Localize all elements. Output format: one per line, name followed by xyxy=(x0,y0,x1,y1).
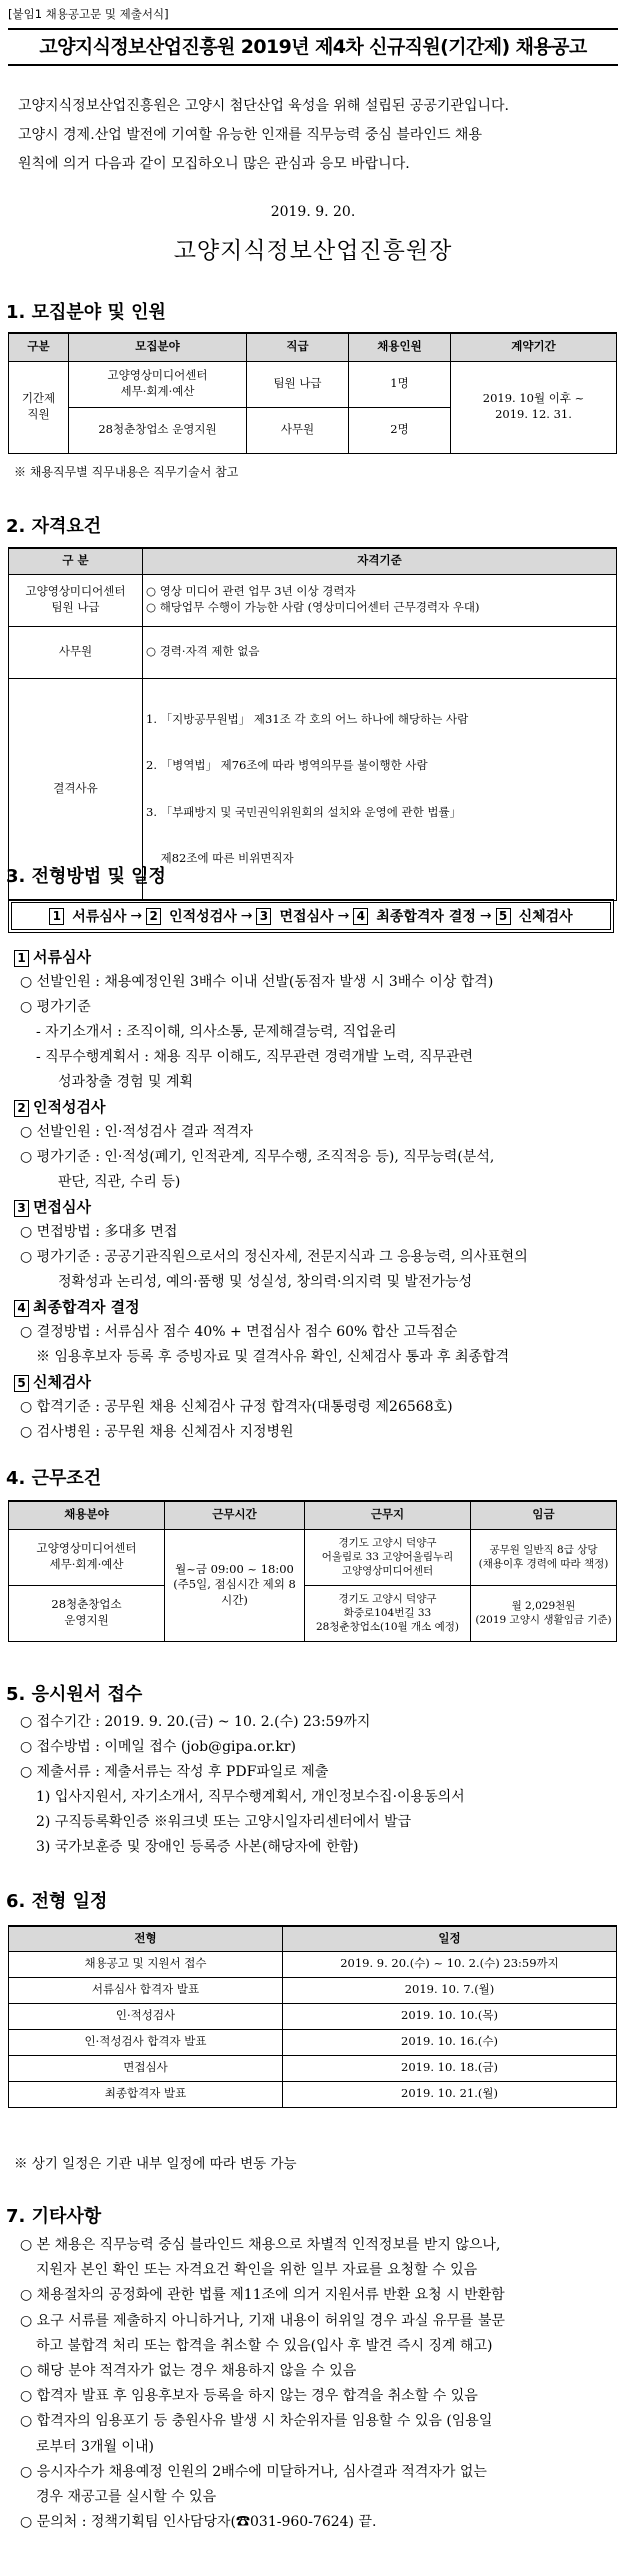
line-text: ○ 해당 분야 적격자가 없는 경우 채용하지 않을 수 있음 xyxy=(20,2363,357,2380)
criteria-line: 3. 「부패방지 및 국민권익위원회의 설치와 운영에 관한 법률」 xyxy=(146,804,462,819)
workplace-cell: 경기도 고양시 덕양구 화중로104번길 33 28청춘창업소(10월 개소 예정) xyxy=(305,1585,471,1641)
text-line xyxy=(14,2435,614,2460)
section-5-title: 5. 응시원서 접수 xyxy=(6,1684,143,1705)
subsection-number: 4 xyxy=(14,1300,29,1317)
table-row xyxy=(9,2055,617,2081)
header-cell: 계약기간 xyxy=(451,333,617,361)
arrow-icon: → xyxy=(479,908,492,924)
table-row xyxy=(9,2029,617,2055)
line-text: ○ 접수기간 : 2019. 9. 20.(금) ~ 10. 2.(수) 23:59까지 xyxy=(20,1714,371,1730)
work-conditions-table xyxy=(8,1500,617,1642)
date-cell: 2019. 9. 20.(수) ~ 10. 2.(수) 23:59까지 xyxy=(283,1951,617,1977)
recruitment-table xyxy=(8,332,617,454)
text-line xyxy=(14,2359,614,2384)
text-line xyxy=(14,1145,614,1170)
line-text: - 자기소개서 : 조직이해, 의사소통, 문제해결능력, 직업윤리 xyxy=(36,1024,397,1040)
count-cell: 2명 xyxy=(349,407,451,453)
line-text: 1) 입사지원서, 자기소개서, 직무수행계획서, 개인정보수집·이용동의서 xyxy=(36,1789,465,1805)
text-line xyxy=(14,2283,614,2308)
other-notes xyxy=(14,2233,614,2535)
criteria-line: ○ 영상 미디어 관련 업무 3년 이상 경력자 xyxy=(146,584,356,599)
text-line xyxy=(14,2485,614,2510)
header-cell: 근무시간 xyxy=(165,1501,305,1529)
line-text: ○ 결정방법 : 서류심사 점수 40% + 면접심사 점수 60% 합산 고득점순 xyxy=(20,1324,458,1340)
line-text: 3) 국가보훈증 및 장애인 등록증 사본(해당자에 한함) xyxy=(36,1839,359,1855)
section-4-title: 4. 근무조건 xyxy=(6,1468,102,1489)
field-cell: 28청춘창업소 운영지원 xyxy=(9,1585,165,1641)
line-text: ○ 면접방법 : 多대多 면접 xyxy=(20,1224,178,1240)
line-text: 면접심사 xyxy=(33,1198,91,1216)
line-text: ○ 합격자 발표 후 임용후보자 등록을 하지 않는 경우 합격을 취소할 수 있음 xyxy=(20,2388,478,2405)
line-text: ○ 선발인원 : 채용예정인원 3배수 이내 선발(동점자 발생 시 3배수 이상 합격) xyxy=(20,974,494,990)
step-label: 서류심사 xyxy=(72,909,127,925)
text-line xyxy=(14,2384,614,2409)
subsection-heading xyxy=(14,1195,614,1220)
step-number: 1 xyxy=(49,908,64,925)
step-label: 신체검사 xyxy=(518,909,573,925)
section-1-note: ※ 채용직무별 직무내용은 직무기술서 참고 xyxy=(14,465,239,479)
date-cell: 2019. 10. 16.(수) xyxy=(283,2029,617,2055)
line-text: ○ 평가기준 xyxy=(20,999,91,1015)
work-hours: 월~금 09:00 ~ 18:00 (주5일, 점심시간 제외 8시간) xyxy=(165,1529,305,1641)
selection-details xyxy=(14,945,614,1445)
line-text: 지원자 본인 확인 또는 자격요건 확인을 위한 일부 자료를 요청할 수 있음 xyxy=(36,2262,478,2279)
qualification-label: 고양영상미디어센터 팀원 나급 xyxy=(9,574,143,626)
header-cell: 임금 xyxy=(471,1501,617,1529)
date-cell: 2019. 10. 18.(금) xyxy=(283,2055,617,2081)
line-text: 인적성검사 xyxy=(33,1098,106,1116)
line-text: 2) 구직등록확인증 ※워크넷 또는 고양시일자리센터에서 발급 xyxy=(36,1814,412,1830)
step-number: 2 xyxy=(146,908,161,925)
subsection-heading xyxy=(14,945,614,970)
line-text: ○ 채용절차의 공정화에 관한 법률 제11조에 의거 지원서류 반환 요청 시 반환함 xyxy=(20,2287,505,2304)
text-line xyxy=(14,1045,614,1070)
section-1-title: 1. 모집분야 및 인원 xyxy=(6,302,166,323)
intro-line: 고양시 경제․산업 발전에 기여할 유능한 인재를 직무능력 중심 블라인드 채용 xyxy=(18,127,482,143)
text-line xyxy=(14,1735,614,1760)
employment-type: 기간제 직원 xyxy=(9,361,69,453)
text-line xyxy=(14,970,614,995)
application-details xyxy=(14,1710,614,1860)
text-line xyxy=(14,2460,614,2485)
text-line xyxy=(14,2258,614,2283)
notice-title: 고양지식정보산업진흥원 2019년 제4차 신규직원(기간제) 채용공고 xyxy=(8,28,618,66)
step-number: 3 xyxy=(256,908,271,925)
criteria-line: 1. 「지방공무원법」 제31조 각 호의 어느 하나에 해당하는 사람 xyxy=(146,711,469,726)
step-number: 5 xyxy=(496,908,511,925)
line-text: ○ 검사병원 : 공무원 채용 신체검사 지정병원 xyxy=(20,1424,294,1440)
text-line xyxy=(14,1170,614,1195)
grade-cell: 사무원 xyxy=(247,407,349,453)
header-cell: 자격기준 xyxy=(143,548,617,574)
section-2-title: 2. 자격요건 xyxy=(6,516,102,537)
schedule-table xyxy=(8,1925,617,2108)
date-cell: 2019. 10. 10.(목) xyxy=(283,2003,617,2029)
line-text: 하고 불합격 처리 또는 합격을 취소할 수 있음(입사 후 발견 즉시 징계 해고) xyxy=(36,2337,493,2354)
attachment-tag: [붙임1 채용공고문 및 제출서식] xyxy=(8,7,169,21)
qualification-label: 결격사유 xyxy=(9,678,143,900)
subsection-number: 2 xyxy=(14,1100,29,1117)
contract-period: 2019. 10월 이후 ~ 2019. 12. 31. xyxy=(451,361,617,453)
criteria-line: ○ 해당업무 수행이 가능한 사람 (영상미디어센터 근무경력자 우대) xyxy=(146,600,480,614)
line-text: 판단, 직관, 수리 등) xyxy=(58,1174,181,1190)
field-cell: 28청춘창업소 운영지원 xyxy=(69,407,247,453)
stage-cell: 채용공고 및 지원서 접수 xyxy=(9,1951,283,1977)
text-line xyxy=(14,1810,614,1835)
stage-cell: 최종합격자 발표 xyxy=(9,2081,283,2107)
header-cell: 구분 xyxy=(9,333,69,361)
text-line xyxy=(14,1395,614,1420)
criteria-line: 제82조에 따른 비위면직자 xyxy=(146,851,294,866)
workplace-cell: 경기도 고양시 덕양구 어울림로 33 고양어울림누리 고양영상미디어센터 xyxy=(305,1529,471,1585)
stage-cell: 인·적성검사 합격자 발표 xyxy=(9,2029,283,2055)
stage-cell: 면접심사 xyxy=(9,2055,283,2081)
qualification-criteria xyxy=(143,574,617,626)
section-6-title: 6. 전형 일정 xyxy=(6,1891,108,1912)
field-cell: 고양영상미디어센터 세무·회계·예산 xyxy=(9,1529,165,1585)
selection-flow xyxy=(8,899,614,933)
header-cell: 직급 xyxy=(247,333,349,361)
header-cell: 전형 xyxy=(9,1926,283,1951)
pay-cell: 월 2,029천원 (2019 고양시 생활임금 기준) xyxy=(471,1585,617,1641)
text-line xyxy=(14,1835,614,1860)
text-line xyxy=(14,2233,614,2258)
header-cell: 모집분야 xyxy=(69,333,247,361)
notice-date: 2019. 9. 20. xyxy=(270,204,356,220)
criteria-line: ○ 경력·자격 제한 없음 xyxy=(146,644,260,659)
text-line xyxy=(14,1020,614,1045)
step-label: 인적성검사 xyxy=(169,909,237,925)
subsection-number: 1 xyxy=(14,950,29,967)
qualification-table xyxy=(8,547,617,901)
header-cell: 일정 xyxy=(283,1926,617,1951)
text-line xyxy=(14,1120,614,1145)
line-text: ○ 제출서류 : 제출서류는 작성 후 PDF파일로 제출 xyxy=(20,1764,329,1780)
pay-cell: 공무원 일반직 8급 상당 (채용이후 경력에 따라 책정) xyxy=(471,1529,617,1585)
criteria-line: 2. 「병역법」 제76조에 따라 병역의무를 불이행한 사람 xyxy=(146,758,428,773)
line-text: ○ 합격자의 임용포기 등 충원사유 발생 시 차순위자를 임용할 수 있음 (임용일 xyxy=(20,2413,493,2430)
text-line xyxy=(14,1270,614,1295)
intro-paragraph xyxy=(18,92,608,179)
header-cell: 채용분야 xyxy=(9,1501,165,1529)
text-line xyxy=(14,1420,614,1445)
section-7-title: 7. 기타사항 xyxy=(6,2206,102,2227)
step-number: 4 xyxy=(353,908,368,925)
line-text: 최종합격자 결정 xyxy=(33,1298,140,1316)
date-cell: 2019. 10. 21.(월) xyxy=(283,2081,617,2107)
table-row xyxy=(9,2081,617,2107)
text-line xyxy=(14,2309,614,2334)
step-label: 최종합격자 결정 xyxy=(376,909,476,925)
line-text: ○ 합격기준 : 공무원 채용 신체검사 규정 합격자(대통령령 제26568호) xyxy=(20,1399,453,1415)
line-text: ※ 임용후보자 등록 후 증빙자료 및 결격사유 확인, 신체검사 통과 후 최종합격 xyxy=(36,1349,510,1365)
arrow-icon: → xyxy=(130,908,143,924)
text-line xyxy=(14,2334,614,2359)
intro-line: 고양지식정보산업진흥원은 고양시 첨단산업 육성을 위해 설립된 공공기관입니다. xyxy=(18,98,509,114)
text-line xyxy=(14,1785,614,1810)
table-row xyxy=(9,2003,617,2029)
line-text: ○ 문의처 : 정책기획팀 인사담당자(☎031-960-7624) 끝. xyxy=(20,2514,377,2531)
line-text: 로부터 3개월 이내) xyxy=(36,2438,154,2455)
line-text: 신체검사 xyxy=(33,1373,91,1391)
subsection-number: 3 xyxy=(14,1200,29,1217)
subsection-heading xyxy=(14,1095,614,1120)
line-text: ○ 응시자수가 채용예정 인원의 2배수에 미달하거나, 심사결과 적격자가 없는 xyxy=(20,2463,487,2480)
subsection-heading xyxy=(14,1295,614,1320)
grade-cell: 팀원 나급 xyxy=(247,361,349,407)
line-text: ○ 평가기준 : 인·적성(폐기, 인적관계, 직무수행, 조직적응 등), 직무능력(분석, xyxy=(20,1149,495,1165)
line-text: ○ 요구 서류를 제출하지 아니하거나, 기재 내용이 허위일 경우 과실 유무를 불문 xyxy=(20,2312,505,2329)
subsection-heading xyxy=(14,1370,614,1395)
qualification-criteria xyxy=(143,626,617,678)
disqualification-criteria xyxy=(143,678,617,900)
line-text: ○ 평가기준 : 공공기관직원으로서의 정신자세, 전문지식과 그 응용능력, 의사표현의 xyxy=(20,1249,528,1265)
line-text: ○ 접수방법 : 이메일 접수 (job@gipa.or.kr) xyxy=(20,1739,296,1755)
text-line xyxy=(14,1245,614,1270)
date-cell: 2019. 10. 7.(월) xyxy=(283,1977,617,2003)
issuer-name: 고양지식정보산업진흥원장 xyxy=(173,238,453,264)
line-text: - 직무수행계획서 : 채용 직무 이해도, 직무관련 경력개발 노력, 직무관련 xyxy=(36,1049,474,1065)
text-line xyxy=(14,1070,614,1095)
section-3-title: 3. 전형방법 및 일정 xyxy=(6,866,166,887)
stage-cell: 인·적성검사 xyxy=(9,2003,283,2029)
header-cell: 구 분 xyxy=(9,548,143,574)
subsection-number: 5 xyxy=(14,1375,29,1392)
field-cell: 고양영상미디어센터 세무·회계·예산 xyxy=(69,361,247,407)
text-line xyxy=(14,995,614,1020)
line-text: ○ 본 채용은 직무능력 중심 블라인드 채용으로 차별적 인적정보를 받지 않으나, xyxy=(20,2237,501,2253)
line-text: 성과창출 경험 및 계획 xyxy=(58,1074,194,1090)
text-line xyxy=(14,1220,614,1245)
line-text: 서류심사 xyxy=(33,948,91,966)
section-6-note: ※ 상기 일정은 기관 내부 일정에 따라 변동 가능 xyxy=(14,2156,297,2172)
line-text: ○ 선발인원 : 인·적성검사 결과 적격자 xyxy=(20,1124,253,1140)
text-line xyxy=(14,1345,614,1370)
qualification-label: 사무원 xyxy=(9,626,143,678)
header-cell: 채용인원 xyxy=(349,333,451,361)
header-cell: 근무지 xyxy=(305,1501,471,1529)
text-line xyxy=(14,1320,614,1345)
text-line xyxy=(14,2409,614,2434)
intro-line: 원칙에 의거 다음과 같이 모집하오니 많은 관심과 응모 바랍니다. xyxy=(18,156,410,172)
step-label: 면접심사 xyxy=(279,909,334,925)
stage-cell: 서류심사 합격자 발표 xyxy=(9,1977,283,2003)
arrow-icon: → xyxy=(337,908,350,924)
line-text: 정확성과 논리성, 예의·품행 및 성실성, 창의력·의지력 및 발전가능성 xyxy=(58,1274,473,1290)
text-line xyxy=(14,1710,614,1735)
line-text: 경우 재공고를 실시할 수 있음 xyxy=(36,2489,217,2506)
table-row xyxy=(9,1951,617,1977)
text-line xyxy=(14,1760,614,1785)
arrow-icon: → xyxy=(240,908,253,924)
table-row xyxy=(9,1977,617,2003)
count-cell: 1명 xyxy=(349,361,451,407)
text-line xyxy=(14,2510,614,2535)
